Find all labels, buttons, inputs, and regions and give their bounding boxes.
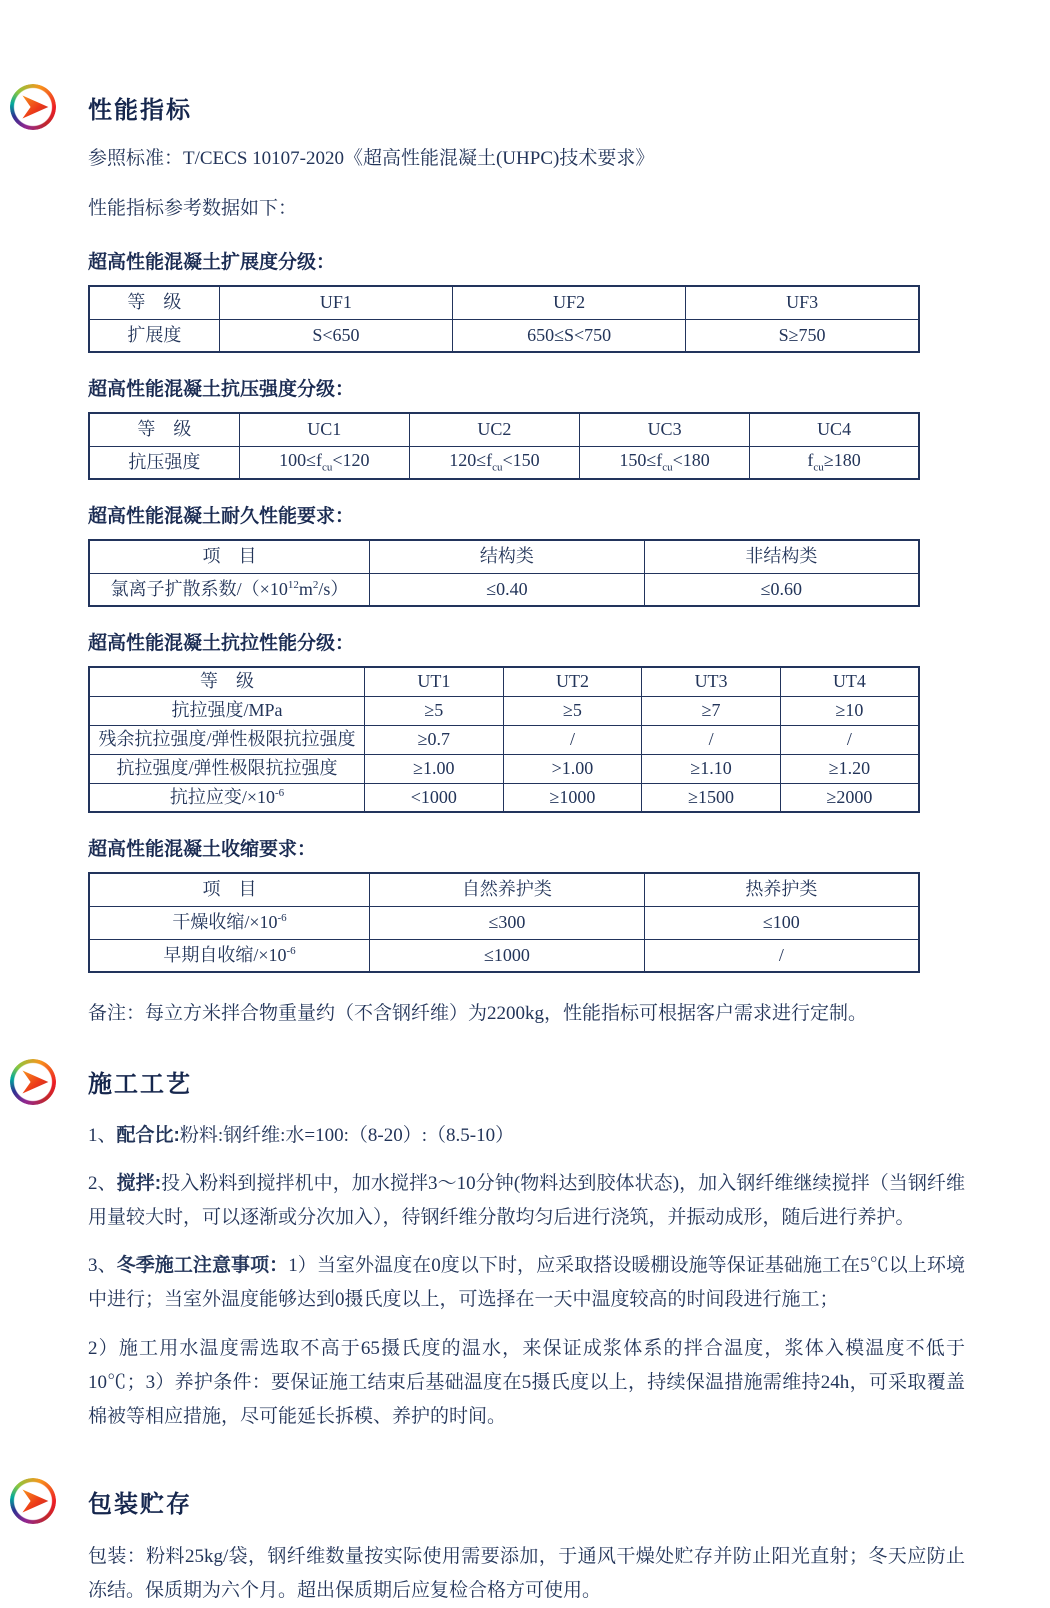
table-cell: 干燥收缩$/\times 10^{-6}$ (89, 906, 370, 939)
table-cell: ≥1.20 (780, 754, 919, 783)
compressive-strength-table (88, 412, 920, 480)
table-cell: / (780, 725, 919, 754)
table-cell: UF2 (453, 286, 686, 319)
table-cell: $120\le f_{cu}<150$ (409, 446, 579, 479)
table-row (89, 667, 919, 696)
table-row (89, 696, 919, 725)
table-cell: 氯离子扩散系数$/(\times 10^{12}m^2/s)$ (89, 573, 370, 606)
arrow-badge-icon (10, 84, 56, 130)
table-cell: UT2 (503, 667, 642, 696)
table-cell: 项 目 (89, 540, 370, 573)
table-cell: / (642, 725, 781, 754)
section-performance-header (10, 84, 1050, 130)
section-packaging (0, 1478, 1050, 1608)
table-cell: UF1 (219, 286, 452, 319)
table-row (89, 783, 919, 812)
table-row (89, 319, 919, 352)
spread-grade-table (88, 285, 920, 353)
performance-note: 备注：每立方米拌合物重量约（不含钢纤维）为2200kg，性能指标可根据客户需求进行定制。 (88, 1003, 868, 1025)
construction-list (0, 1119, 1050, 1435)
table-cell: ≥1.00 (365, 754, 504, 783)
table-row (89, 939, 919, 972)
arrow-badge-icon (10, 1059, 56, 1105)
table-cell: ≥0.7 (365, 725, 504, 754)
reference-standard-text: 参照标准：T/CECS 10107-2020《超高性能混凝土(UHPC)技术要求》 (88, 148, 655, 169)
table-row (89, 906, 919, 939)
table-cell: 非结构类 (644, 540, 919, 573)
table-cell: UT1 (365, 667, 504, 696)
table-row (89, 446, 919, 479)
table-cell: / (503, 725, 642, 754)
table-cell: 自然养护类 (370, 873, 645, 906)
table-cell: UT4 (780, 667, 919, 696)
table-cell: 扩展度 (89, 319, 219, 352)
table-cell: 早期自收缩$/\times 10^{-6}$ (89, 939, 370, 972)
shrinkage-table (88, 872, 920, 973)
section-title-packaging: 包装贮存 (88, 1490, 192, 1518)
table-cell: UC1 (239, 413, 409, 446)
table-cell: ≤0.40 (370, 573, 645, 606)
packaging-text: 包装：粉料25kg/袋，钢纤维数量按实际使用需要添加，于通风干燥处贮存并防止阳光直射；冬天应防止冻结。保质期为六个月。超出保质期后应复检合格方可使用。 (88, 1546, 965, 1602)
section-construction-header (10, 1059, 1050, 1105)
table-cell: >1.00 (503, 754, 642, 783)
table-cell: 残余抗拉强度/弹性极限抗拉强度 (89, 725, 365, 754)
table-cell: $100\le f_{cu}<120$ (239, 446, 409, 479)
table-caption: 超高性能混凝土抗压强度分级： (88, 379, 355, 401)
table-cell: 结构类 (370, 540, 645, 573)
table-cell: 抗拉强度/弹性极限抗拉强度 (89, 754, 365, 783)
table-cell: 项 目 (89, 873, 370, 906)
table-cell: <1000 (365, 783, 504, 812)
section-construction (0, 1059, 1050, 1435)
table-cell: 等 级 (89, 667, 365, 696)
section-title-performance: 性能指标 (88, 96, 192, 124)
construction-item: 3、冬季施工注意事项：1）当室外温度在0度以下时，应采取搭设暖棚设施等保证基础施工在5℃以上环境中进行；当室外温度能够达到0摄氏度以上，可选择在一天中温度较高的时间段进行施工； (88, 1255, 965, 1311)
table-cell: 抗拉强度/MPa (89, 696, 365, 725)
table-cell: ≥10 (780, 696, 919, 725)
table-cell: 抗拉应变$/\times 10^{-6}$ (89, 783, 365, 812)
table-row (89, 286, 919, 319)
table-cell: $f_{cu}\ge 180$ (750, 446, 919, 479)
table-row (89, 725, 919, 754)
construction-item: 2、搅拌:投入粉料到搅拌机中，加水搅拌3～10分钟(物料达到胶体状态)，加入钢纤维继续搅拌（当钢纤维用量较大时，可以逐渐或分次加入），待钢纤维分散均匀后进行浇筑，并振动成形，随后进行养护。 (88, 1172, 965, 1228)
table-cell: ≥5 (365, 696, 504, 725)
table-cell: ≥5 (503, 696, 642, 725)
table-cell: ≤1000 (370, 939, 645, 972)
table-caption: 超高性能混凝土耐久性能要求： (88, 506, 355, 528)
table-cell: ≥2000 (780, 783, 919, 812)
section-title-construction: 施工工艺 (88, 1071, 192, 1099)
table-row (89, 540, 919, 573)
table-row (89, 573, 919, 606)
table-cell: ≥1000 (503, 783, 642, 812)
table-row (89, 413, 919, 446)
table-row (89, 873, 919, 906)
table-row (89, 754, 919, 783)
arrow-badge-icon (10, 1478, 56, 1524)
table-caption: 超高性能混凝土抗拉性能分级： (88, 633, 355, 655)
table-cell: ≤100 (644, 906, 919, 939)
table-cell: UC2 (409, 413, 579, 446)
table-group-spread (88, 247, 965, 353)
table-cell: 抗压强度 (89, 446, 239, 479)
table-cell: 等 级 (89, 413, 239, 446)
table-cell: 等 级 (89, 286, 219, 319)
tensile-grade-table (88, 666, 920, 813)
table-cell: $150\le f_{cu}<180$ (580, 446, 750, 479)
table-group-tensile (88, 628, 965, 813)
table-cell: 热养护类 (644, 873, 919, 906)
table-cell: ≤0.60 (644, 573, 919, 606)
intro-text: 性能指标参考数据如下： (88, 198, 298, 220)
construction-item: 2）施工用水温度需选取不高于65摄氏度的温水，来保证成浆体系的拌合温度，浆体入模温度不低于10℃；3）养护条件：要保证施工结束后基础温度在5摄氏度以上，持续保温措施需维持24h，可采取覆盖棉被等相应措施，尽可能延长拆模、养护的时间。 (88, 1337, 965, 1427)
table-cell: UF3 (686, 286, 919, 319)
table-cell: S<650 (219, 319, 452, 352)
table-cell: ≥1.10 (642, 754, 781, 783)
durability-table (88, 539, 920, 607)
table-cell: UC3 (580, 413, 750, 446)
table-cell: 650≤S<750 (453, 319, 686, 352)
table-cell: ≤300 (370, 906, 645, 939)
table-caption: 超高性能混凝土收缩要求： (88, 839, 317, 861)
table-cell: ≥7 (642, 696, 781, 725)
table-cell: S≥750 (686, 319, 919, 352)
table-cell: / (644, 939, 919, 972)
table-group-compressive (88, 374, 965, 480)
table-cell: UT3 (642, 667, 781, 696)
section-packaging-header (10, 1478, 1050, 1524)
table-caption: 超高性能混凝土扩展度分级： (88, 252, 336, 274)
table-cell: UC4 (750, 413, 919, 446)
construction-item: 1、配合比:粉料:钢纤维:水=100:（8-20）:（8.5-10） (88, 1124, 515, 1146)
table-cell: ≥1500 (642, 783, 781, 812)
table-group-durability (88, 501, 965, 607)
table-group-shrinkage (88, 834, 965, 973)
